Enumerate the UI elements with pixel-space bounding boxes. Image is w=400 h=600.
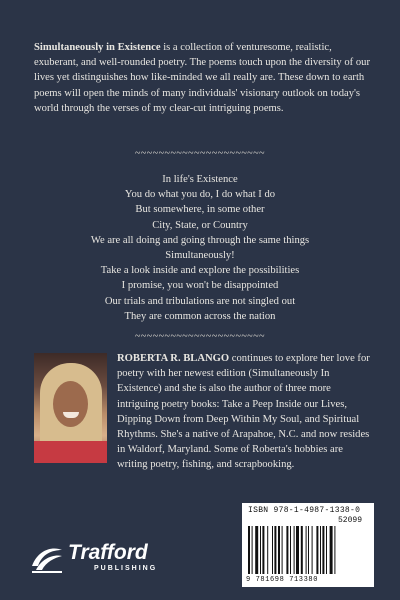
poem-line: Simultaneously! — [165, 250, 235, 262]
poem-line: We are all doing and going through the same things — [90, 234, 310, 246]
author-photo — [34, 353, 107, 463]
poem-line: Our trials and tribulations are not singled out — [104, 295, 296, 307]
barcode-bars-icon — [248, 526, 368, 574]
isbn-text: ISBN 978-1-4987-1338-0 — [248, 506, 361, 515]
poem-line: They are common across the nation — [124, 310, 276, 322]
isbn-barcode — [242, 503, 374, 587]
barcode-digits: 9 781698 713380 — [246, 576, 319, 584]
poem-line: I promise, you won't be disappointed — [121, 280, 279, 292]
price-code: 52099 — [338, 516, 363, 525]
publisher-sub: PUBLISHING — [94, 565, 158, 572]
poem-line: City, State, or Country — [152, 219, 248, 231]
wave-logo-icon — [30, 544, 64, 574]
intro-paragraph — [34, 40, 370, 116]
author-bio-text: continues to explore her love for poetry with her newest edition (Simultaneously In Existence) and she is also the author of three more intriguing poetry books: Take a Peep Inside our Lives, Dipping Down from Deep Within My Soul, and Spiritual Rhythms. She's a native of Arapahoe, N.C. and now resides in Waldorf, Maryland. Some of Roberta's hobbies are writing poetry, fishing, and scrapbooking. — [117, 353, 370, 471]
publisher-name: Trafford — [68, 541, 148, 564]
poem-line: In life's Existence — [162, 174, 238, 185]
poem-line: But somewhere, in some other — [135, 204, 265, 216]
poem-line: You do what you do, I do what I do — [124, 189, 276, 201]
divider-bottom: ~~~~~~~~~~~~~~~~~~~~~~ — [134, 331, 266, 342]
poem — [0, 172, 400, 324]
author-name: ROBERTA R. BLANGO — [117, 353, 230, 364]
intro-text: is a collection of venturesome, realistic, exuberant, and well-rounded poetry. The poems touch upon the diversity of our lives yet distinguishes how like-minded we all really are. These down to earth poems will open the minds of many individuals' visionary outlook on today's world through the verses of my clear-cut intriguing poems. — [34, 42, 370, 114]
poem-line: Take a look inside and explore the possibilities — [100, 265, 300, 277]
divider-top: ~~~~~~~~~~~~~~~~~~~~~~ — [134, 148, 266, 159]
publisher-logo — [30, 540, 180, 580]
book-title: Simultaneously in Existence — [34, 42, 161, 53]
author-bio — [117, 351, 372, 473]
